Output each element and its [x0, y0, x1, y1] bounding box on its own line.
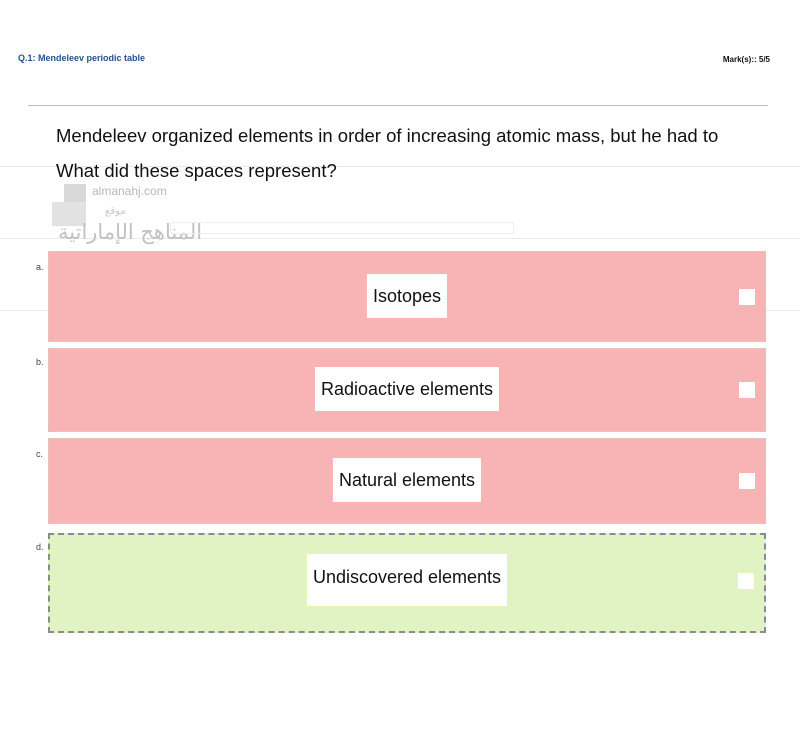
answer-option-c[interactable]	[48, 438, 766, 524]
watermark-arabic-small: موقع	[105, 206, 126, 217]
watermark-bar	[170, 222, 514, 234]
marks-label: Mark(s):: 5/5	[722, 55, 770, 64]
option-label: Radioactive elements	[315, 367, 499, 411]
option-letter-b: b.	[36, 357, 44, 367]
option-checkbox[interactable]	[738, 573, 754, 589]
question-line-1: Mendeleev organized elements in order of increasing atomic mass, but he had to	[56, 125, 719, 146]
question-line-2: What did these spaces represent?	[56, 160, 337, 181]
option-checkbox[interactable]	[739, 289, 755, 305]
question-text	[56, 118, 786, 188]
answer-option-a[interactable]	[48, 251, 766, 342]
option-checkbox[interactable]	[739, 473, 755, 489]
watermark-logo-block	[64, 184, 86, 202]
option-label: Natural elements	[333, 458, 481, 502]
question-title: Q.1: Mendeleev periodic table	[18, 53, 146, 63]
option-label: Undiscovered elements	[307, 554, 507, 606]
option-letter-a: a.	[36, 262, 44, 272]
header-divider	[28, 105, 768, 106]
option-label: Isotopes	[367, 274, 447, 318]
watermark-arabic-large: المناهج الإماراتية	[58, 220, 203, 244]
option-letter-d: d.	[36, 542, 44, 552]
answer-option-d[interactable]	[48, 533, 766, 633]
watermark-site: almanahj.com	[92, 184, 167, 198]
option-letter-c: c.	[36, 449, 44, 459]
answer-option-b[interactable]	[48, 348, 766, 432]
option-checkbox[interactable]	[739, 382, 755, 398]
